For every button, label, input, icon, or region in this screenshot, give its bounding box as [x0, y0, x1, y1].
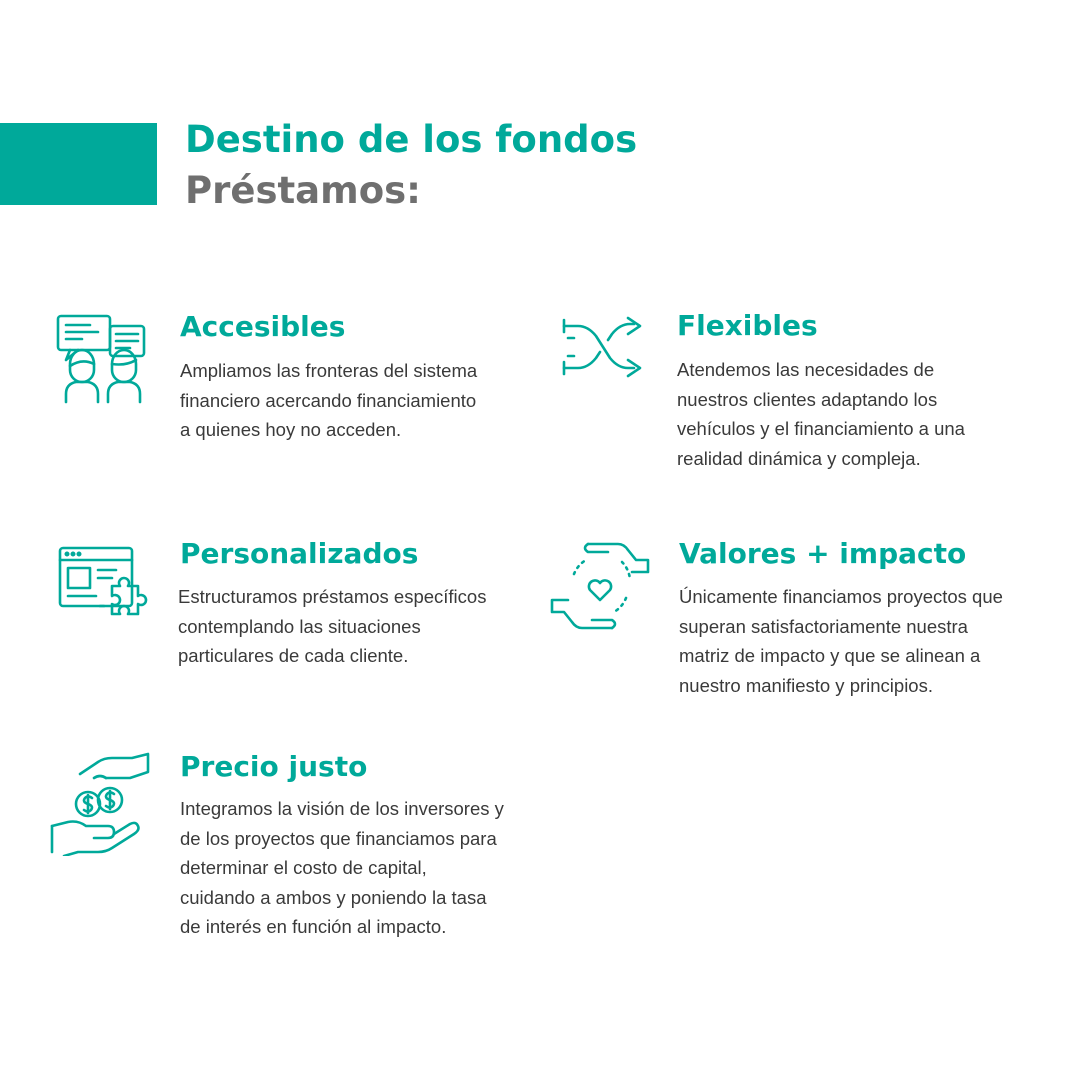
feature-title: Personalizados [180, 537, 419, 570]
feature-title: Valores + impacto [679, 537, 967, 570]
browser-puzzle-icon [56, 544, 148, 628]
hand-coins-icon [48, 752, 152, 856]
feature-description [677, 355, 965, 473]
description-line: nuestros clientes adaptando los [677, 388, 938, 410]
description-line: superan satisfactoriamente nuestra [679, 615, 968, 637]
description-line: nuestro manifiesto y principios. [679, 674, 933, 696]
shuffle-arrows-icon [560, 316, 646, 380]
feature-title: Flexibles [677, 309, 818, 342]
description-line: financiero acercando financiamiento [180, 389, 477, 411]
accent-bar [0, 123, 157, 205]
description-line: Estructuramos préstamos específicos [178, 586, 487, 607]
description-line: determinar el costo de capital, [180, 857, 427, 878]
feature-description [679, 582, 1003, 700]
description-line: a quienes hoy no acceden. [180, 419, 402, 440]
description-line: Ampliamos las fronteras del sistema [180, 360, 478, 381]
description-line: vehículos y el financiamiento a una [677, 418, 965, 439]
description-line: cuidando a ambos y poniendo la tasa [180, 886, 487, 908]
description-line: particulares de cada cliente. [178, 645, 409, 666]
page-title: Destino de los fondos [185, 118, 638, 161]
feature-description [180, 356, 477, 445]
description-line: de interés en función al impacto. [180, 916, 447, 937]
hands-heart-icon [548, 540, 652, 632]
description-line: de los proyectos que financiamos para [180, 827, 497, 849]
feature-title: Precio justo [180, 750, 368, 783]
feature-description [178, 582, 486, 671]
feature-description [180, 794, 504, 942]
description-line: contemplando las situaciones [178, 615, 421, 637]
description-line: Atendemos las necesidades de [677, 359, 935, 380]
description-line: realidad dinámica y compleja. [677, 447, 921, 469]
page-subtitle: Préstamos: [185, 169, 421, 212]
feature-title: Accesibles [180, 310, 346, 343]
description-line: Únicamente financiamos proyectos que [679, 586, 1003, 607]
description-line: Integramos la visión de los inversores y [180, 798, 504, 819]
people-chat-icon [52, 312, 148, 408]
description-line: matriz de impacto y que se alinean a [679, 645, 981, 666]
